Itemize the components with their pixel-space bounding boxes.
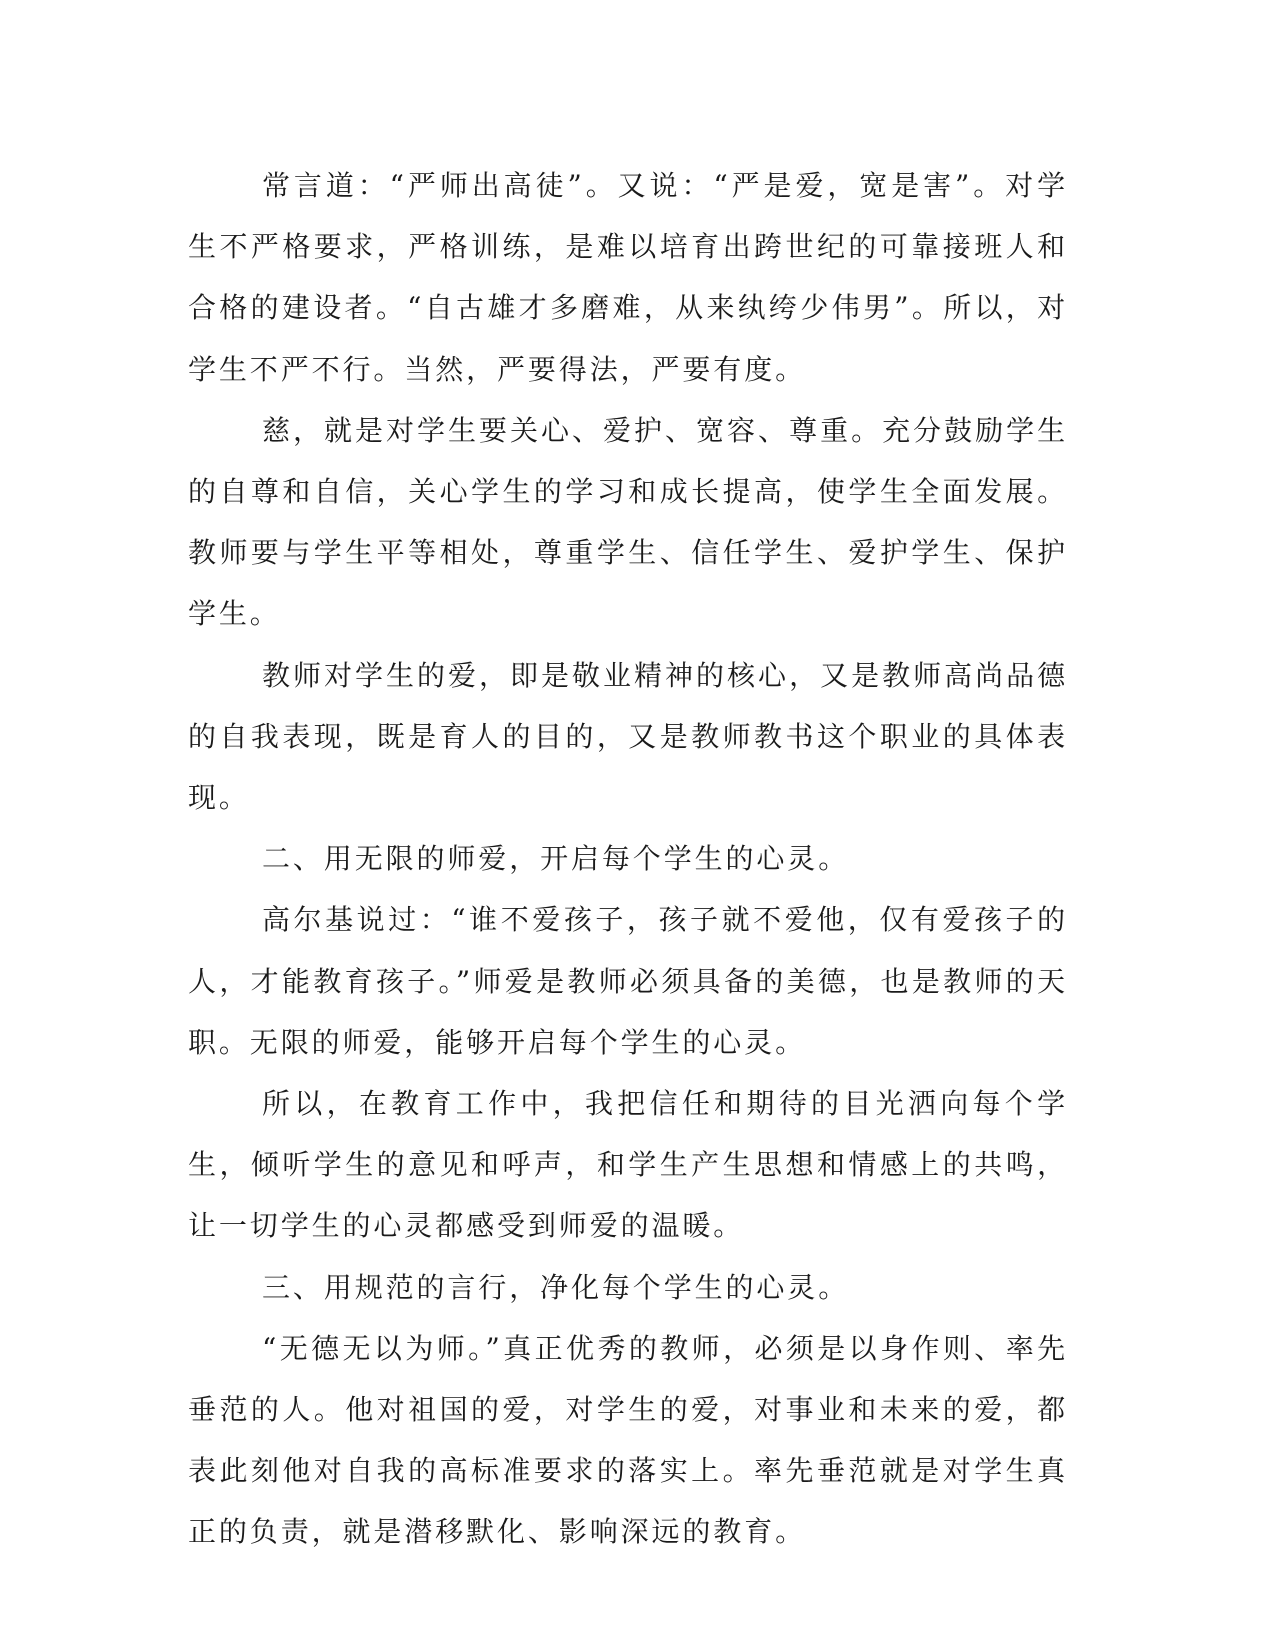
paragraph-teacher-love: 教师对学生的爱，即是敬业精神的核心，又是教师高尚品德的自我表现，既是育人的目的，又是教师教书这个职业的具体表现。 [188,658,1068,815]
paragraph-trust: 所以，在教育工作中，我把信任和期待的目光洒向每个学生，倾听学生的意见和呼声，和学生产生思想和情感上的共鸣，让一切学生的心灵都感受到师爱的温暖。 [188,1087,1068,1243]
section-heading-two: 二、用无限的师爱，开启每个学生的心灵。 [262,842,850,876]
paragraph-virtue: “无德无以为师。”真正优秀的教师，必须是以身作则、率先垂范的人。他对祖国的爱，对学生的爱，对事业和未来的爱，都表此刻他对自我的高标准要求的落实上。率先垂范就是对学生真正的负责，就是潜移默化、影响深远的教育。 [188,1331,1068,1549]
document-body [188,155,1068,1563]
paragraph-strict-teacher: 常言道：“严师出高徒”。又说：“严是爱，宽是害”。对学生不严格要求，严格训练，是难以培育出跨世纪的可靠接班人和合格的建设者。“自古雄才多磨难，从来纨绔少伟男”。所以，对学生不严不行。当然，严要得法，严要有度。 [188,169,1068,386]
paragraph-kindness: 慈，就是对学生要关心、爱护、宽容、尊重。充分鼓励学生的自尊和自信，关心学生的学习和成长提高，使学生全面发展。教师要与学生平等相处，尊重学生、信任学生、爱护学生、保护学生。 [188,413,1068,631]
section-heading-three: 三、用规范的言行，净化每个学生的心灵。 [262,1270,850,1304]
paragraph-gorky-quote: 高尔基说过：“谁不爱孩子，孩子就不爱他，仅有爱孩子的人，才能教育孩子。”师爱是教师必须具备的美德，也是教师的天职。无限的师爱，能够开启每个学生的心灵。 [188,903,1068,1059]
